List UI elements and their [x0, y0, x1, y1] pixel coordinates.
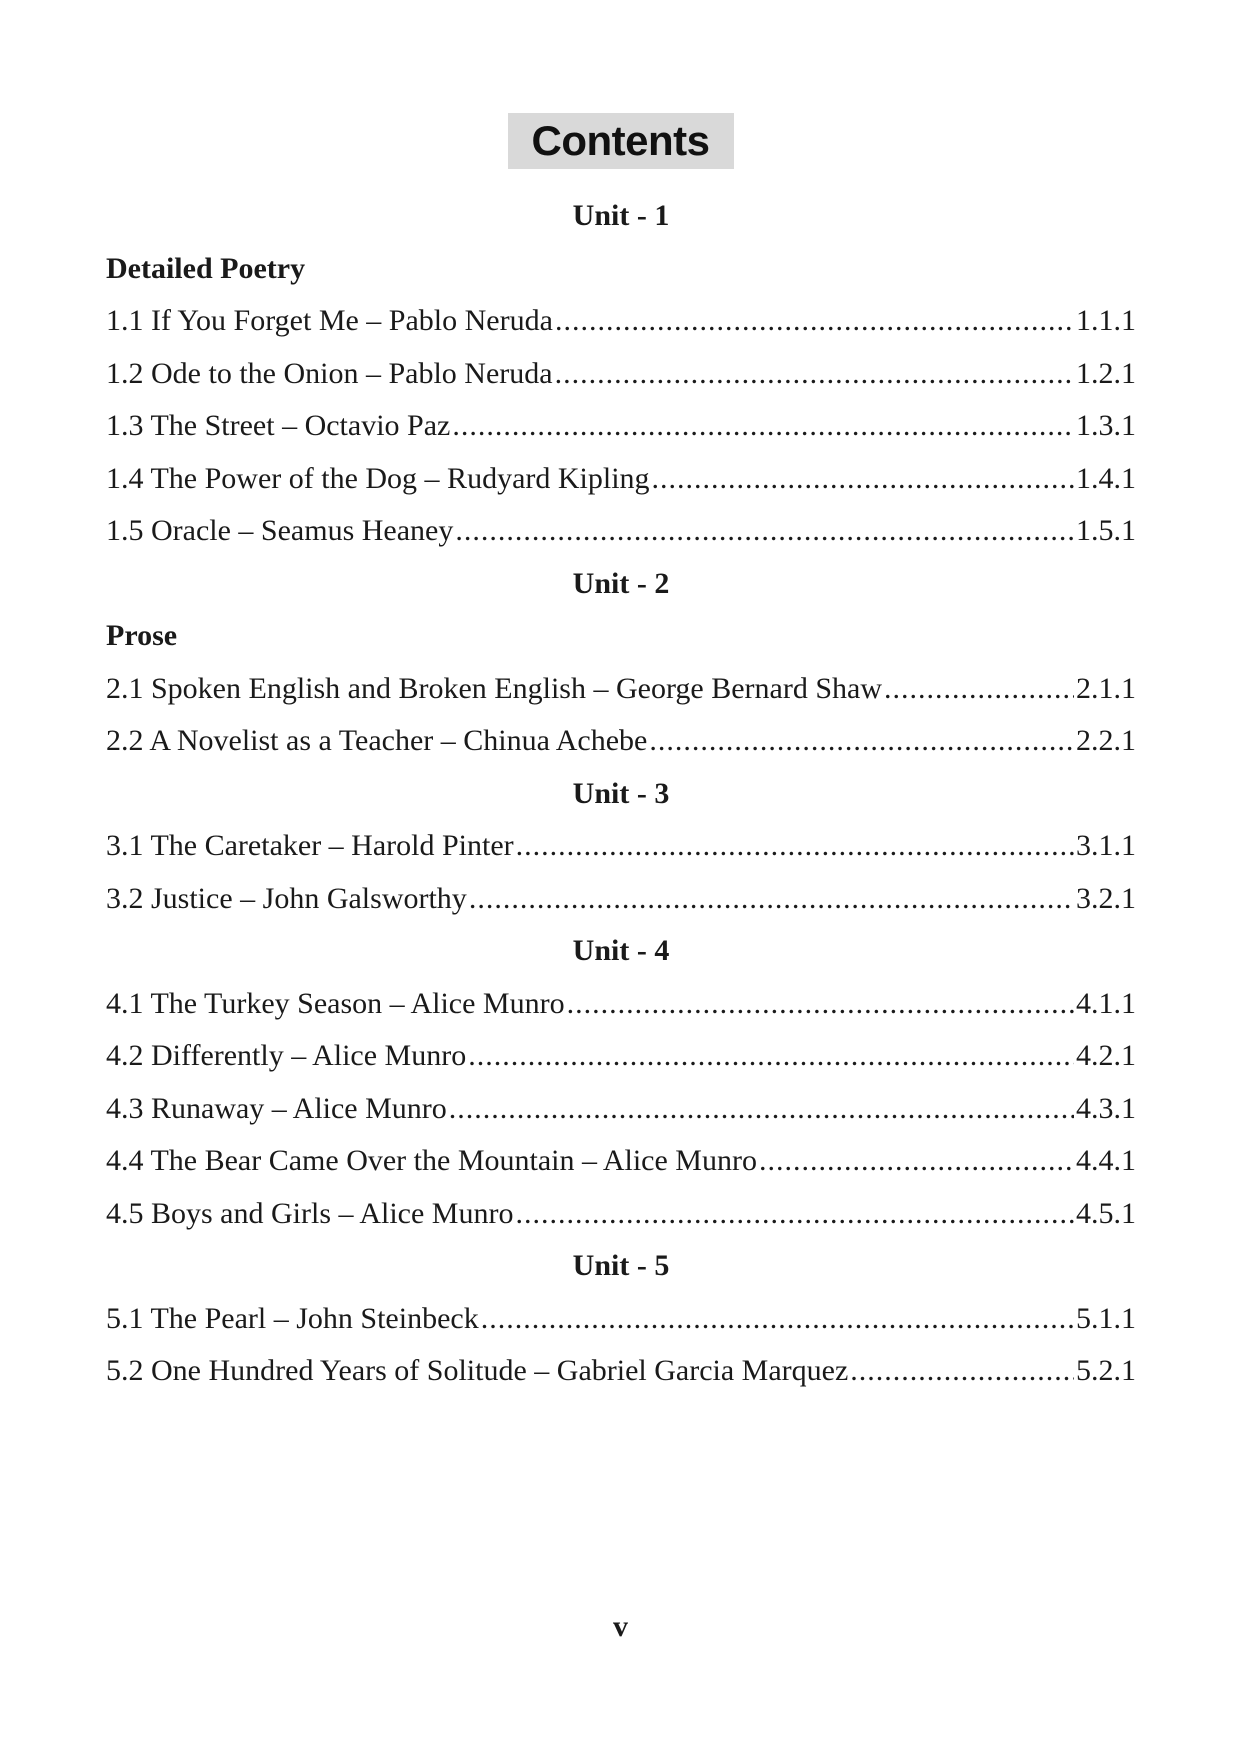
- toc-entry-page: 4.5.1: [1076, 1196, 1136, 1230]
- toc-entry[interactable]: [106, 400, 1136, 453]
- dot-leader: [652, 453, 1074, 506]
- toc-entry-page: 4.4.1: [1076, 1144, 1136, 1177]
- toc-entry[interactable]: [106, 295, 1136, 348]
- unit-heading: Unit - 4: [572, 934, 670, 967]
- dot-leader: [555, 295, 1074, 348]
- toc-entry-title: 5.2 One Hundred Years of Solitude – Gabriel Garcia Marquez: [106, 1354, 849, 1387]
- toc-entry-title: 4.3 Runaway – Alice Munro: [106, 1091, 447, 1125]
- toc-entry-title: 3.1 The Caretaker – Harold Pinter: [106, 829, 514, 862]
- toc-entry-page: 4.2.1: [1076, 1039, 1136, 1072]
- dot-leader: [468, 1030, 1074, 1083]
- toc-entry-title: 5.1 The Pearl – John Steinbeck: [106, 1301, 479, 1335]
- title-wrap: [0, 113, 1241, 169]
- dot-leader: [481, 1293, 1074, 1346]
- toc-entry[interactable]: [106, 1083, 1136, 1136]
- toc-entry-title: 3.2 Justice – John Galsworthy: [106, 881, 467, 915]
- toc-entry[interactable]: [106, 873, 1136, 926]
- dot-leader: [555, 348, 1074, 401]
- dot-leader: [452, 400, 1074, 453]
- section-heading: Prose: [106, 619, 178, 652]
- toc-entry-page: 4.3.1: [1076, 1091, 1136, 1125]
- toc-entry[interactable]: [106, 1030, 1136, 1083]
- unit-heading: Unit - 1: [572, 199, 670, 232]
- dot-leader: [449, 1083, 1074, 1136]
- toc-entry-title: 1.2 Ode to the Onion – Pablo Neruda: [106, 356, 553, 390]
- dot-leader: [649, 715, 1074, 768]
- toc-entry[interactable]: [106, 663, 1136, 716]
- section-heading: Detailed Poetry: [106, 251, 306, 285]
- toc-entry-page: 2.2.1: [1076, 724, 1136, 757]
- dot-leader: [850, 1345, 1074, 1398]
- dot-leader: [567, 978, 1074, 1031]
- dot-leader: [759, 1135, 1074, 1188]
- toc-entry[interactable]: [106, 453, 1136, 506]
- page-title: Contents: [508, 113, 734, 169]
- toc-entry-page: 4.1.1: [1076, 986, 1136, 1020]
- dot-leader: [884, 663, 1074, 716]
- toc-entry-page: 3.2.1: [1076, 881, 1136, 915]
- toc-entry-page: 3.1.1: [1076, 829, 1136, 862]
- toc-entry-page: 5.1.1: [1076, 1301, 1136, 1335]
- toc-entry-page: 2.1.1: [1076, 671, 1136, 705]
- dot-leader: [469, 873, 1074, 926]
- toc-entry-title: 4.2 Differently – Alice Munro: [106, 1039, 467, 1072]
- table-of-contents: [106, 190, 1136, 1398]
- toc-entry[interactable]: [106, 1345, 1136, 1398]
- unit-heading: Unit - 3: [572, 776, 670, 810]
- toc-entry-title: 1.4 The Power of the Dog – Rudyard Kipling: [106, 461, 650, 495]
- toc-entry[interactable]: [106, 978, 1136, 1031]
- toc-entry-title: 2.1 Spoken English and Broken English – George Bernard Shaw: [106, 671, 883, 705]
- toc-entry[interactable]: [106, 1293, 1136, 1346]
- toc-entry-page: 1.5.1: [1076, 514, 1136, 547]
- toc-entry[interactable]: [106, 505, 1136, 558]
- toc-entry-page: 1.2.1: [1076, 356, 1136, 390]
- dot-leader: [516, 820, 1074, 873]
- toc-entry-title: 4.4 The Bear Came Over the Mountain – Alice Munro: [106, 1144, 757, 1177]
- dot-leader: [515, 1188, 1074, 1241]
- toc-entry-title: 4.1 The Turkey Season – Alice Munro: [106, 986, 565, 1020]
- toc-entry-title: 1.1 If You Forget Me – Pablo Neruda: [106, 304, 553, 337]
- toc-entry-title: 1.5 Oracle – Seamus Heaney: [106, 514, 454, 547]
- page-number: v: [613, 1610, 628, 1643]
- toc-entry-title: 4.5 Boys and Girls – Alice Munro: [106, 1196, 514, 1230]
- unit-heading: Unit - 5: [572, 1249, 670, 1282]
- unit-heading: Unit - 2: [572, 566, 670, 600]
- toc-entry-title: 1.3 The Street – Octavio Paz: [106, 409, 451, 442]
- toc-entry-page: 5.2.1: [1076, 1354, 1136, 1387]
- toc-entry[interactable]: [106, 1135, 1136, 1188]
- toc-entry[interactable]: [106, 820, 1136, 873]
- toc-entry[interactable]: [106, 348, 1136, 401]
- toc-entry-page: 1.3.1: [1076, 409, 1136, 442]
- dot-leader: [455, 505, 1074, 558]
- toc-entry[interactable]: [106, 715, 1136, 768]
- toc-entry[interactable]: [106, 1188, 1136, 1241]
- toc-entry-page: 1.1.1: [1076, 304, 1136, 337]
- toc-entry-page: 1.4.1: [1076, 461, 1136, 495]
- toc-entry-title: 2.2 A Novelist as a Teacher – Chinua Achebe: [106, 724, 648, 757]
